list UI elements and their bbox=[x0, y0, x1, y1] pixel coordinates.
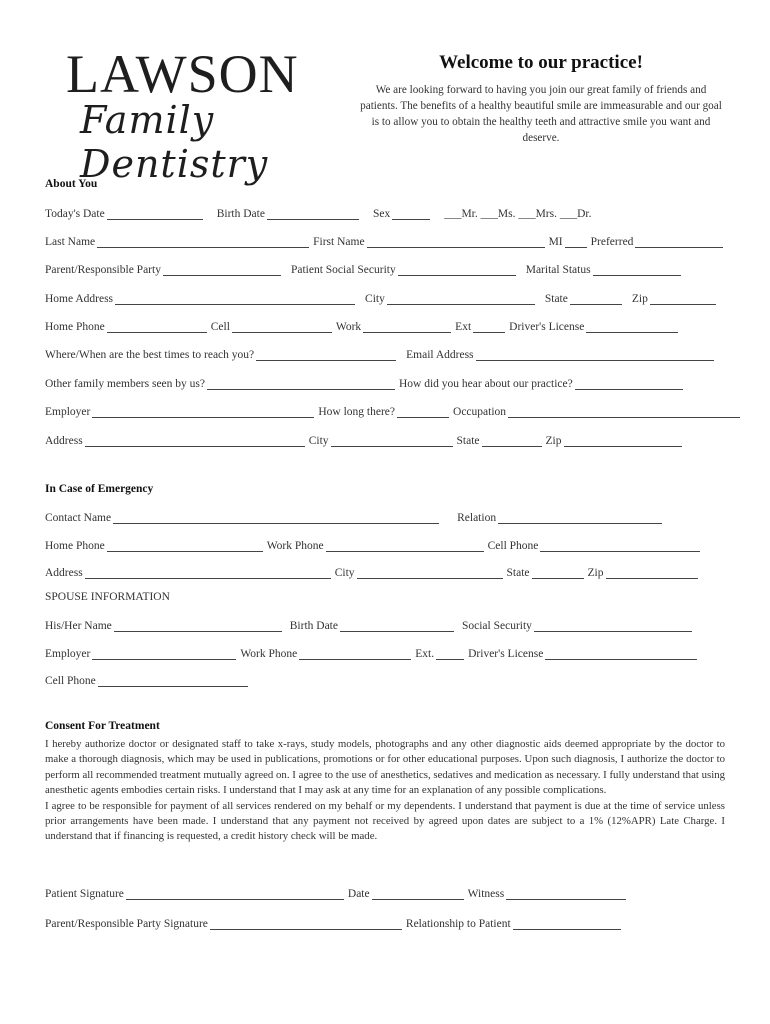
fill-in-line[interactable] bbox=[97, 235, 309, 248]
field-label: ___Mr. ___Ms. ___Mrs. ___Dr. bbox=[444, 208, 592, 220]
fill-in-line[interactable] bbox=[126, 887, 344, 900]
fill-in-line[interactable] bbox=[650, 292, 716, 305]
fill-in-line[interactable] bbox=[299, 647, 411, 660]
form-row bbox=[45, 320, 725, 333]
field-label: Marital Status bbox=[525, 264, 591, 276]
field-label: MI bbox=[548, 236, 563, 248]
field-work bbox=[336, 320, 451, 333]
field-city bbox=[309, 434, 453, 447]
form-row bbox=[45, 377, 725, 390]
field-label: Address bbox=[45, 435, 83, 447]
consent-text bbox=[45, 737, 725, 845]
field-cell bbox=[211, 320, 332, 333]
fill-in-line[interactable] bbox=[570, 292, 622, 305]
field-employer bbox=[45, 647, 236, 660]
field-label: How long there? bbox=[318, 406, 396, 418]
field-today-s-date bbox=[45, 207, 203, 220]
fill-in-line[interactable] bbox=[586, 320, 678, 333]
field-home-address bbox=[45, 292, 355, 305]
field-label: Social Security bbox=[461, 620, 532, 632]
field-label: State bbox=[544, 293, 568, 305]
fill-in-line[interactable] bbox=[476, 348, 714, 361]
fill-in-line[interactable] bbox=[545, 647, 697, 660]
field-label: Last Name bbox=[45, 236, 96, 248]
field-label: Other family members seen by us? bbox=[45, 378, 205, 390]
field-driver-s-license bbox=[509, 320, 678, 333]
field-label: Birth Date bbox=[289, 620, 338, 632]
field-work-phone bbox=[267, 539, 484, 552]
form-row bbox=[45, 647, 725, 660]
form-row bbox=[45, 292, 725, 305]
field-label: Employer bbox=[45, 648, 91, 660]
field-ext bbox=[455, 320, 505, 333]
form-row bbox=[45, 434, 725, 447]
field-email-address bbox=[406, 348, 713, 361]
fill-in-line[interactable] bbox=[163, 263, 281, 276]
fill-in-line[interactable] bbox=[534, 619, 692, 632]
fill-in-line[interactable] bbox=[210, 917, 402, 930]
form-row bbox=[45, 887, 725, 900]
field-label: Ext. bbox=[415, 648, 435, 660]
fill-in-line[interactable] bbox=[92, 405, 314, 418]
fill-in-line[interactable] bbox=[256, 348, 396, 361]
fill-in-line[interactable] bbox=[513, 917, 621, 930]
about-you-heading: About You bbox=[45, 178, 98, 190]
form-row bbox=[45, 348, 725, 361]
consent-paragraph-2: I agree to be responsible for payment of all services rendered on my behalf or my dependents. I understand that payment is due at the time of service unless prior arrangements have been made. I understand that any payment not received by agreed upon dates are subject to a 1% (12%APR) Late Charge. I understand that if financing is requested, a credit history check will be made. bbox=[45, 799, 725, 843]
field-label: Address bbox=[45, 567, 83, 579]
field-date bbox=[348, 887, 464, 900]
field-label: Driver's License bbox=[468, 648, 544, 660]
field-mi bbox=[549, 235, 587, 248]
fill-in-line[interactable] bbox=[92, 647, 236, 660]
field-relationship-to-patient bbox=[406, 917, 621, 930]
field-state bbox=[545, 292, 622, 305]
fill-in-line[interactable] bbox=[367, 235, 545, 248]
fill-in-line[interactable] bbox=[107, 207, 203, 220]
fill-in-line[interactable] bbox=[232, 320, 332, 333]
field-label: Parent/Responsible Party bbox=[45, 264, 161, 276]
field-address bbox=[45, 434, 305, 447]
field-label: Today's Date bbox=[45, 208, 105, 220]
fill-in-line[interactable] bbox=[107, 320, 207, 333]
field-label: How did you hear about our practice? bbox=[399, 378, 573, 390]
field-label: Zip bbox=[631, 293, 648, 305]
field-city bbox=[335, 566, 503, 579]
form-row bbox=[45, 619, 725, 632]
field-how-did-you-hear-about-our-practice bbox=[399, 377, 683, 390]
field-work-phone bbox=[240, 647, 411, 660]
field-label: City bbox=[334, 567, 355, 579]
form-row bbox=[45, 235, 725, 248]
field-contact-name bbox=[45, 511, 439, 524]
field-label: Patient Social Security bbox=[290, 264, 396, 276]
consent-paragraph-1: I hereby authorize doctor or designated staff to take x-rays, study models, photographs and any other diagnostic aids deemed appropriate by the doctor to make a thorough diagnosis, which may be used in publications, promotions or for other educational purposes. Upon such diagnosis, I authorize the doctor to perform all recommended treatment mutually agreed on. I agree to the use of anesthetics, sedatives and medication as necessary. I fully understand that using anesthetic agents embodies certain risks. I understand that I may ask at any time for an explanation of any possible complications. bbox=[45, 738, 725, 797]
field-label: City bbox=[365, 293, 385, 305]
field-zip bbox=[546, 434, 682, 447]
fill-in-line[interactable] bbox=[98, 674, 248, 687]
field-label: State bbox=[456, 435, 480, 447]
field-patient-signature bbox=[45, 887, 344, 900]
fill-in-line[interactable] bbox=[372, 887, 464, 900]
fill-in-line[interactable] bbox=[267, 207, 359, 220]
field-label: His/Her Name bbox=[45, 620, 112, 632]
field-label: Zip bbox=[587, 567, 604, 579]
field-occupation bbox=[453, 405, 740, 418]
logo-wordmark: LAWSON bbox=[66, 44, 299, 104]
fill-in-line[interactable] bbox=[387, 292, 535, 305]
field-label: Zip bbox=[545, 435, 562, 447]
fill-in-line[interactable] bbox=[107, 539, 263, 552]
field-driver-s-license bbox=[468, 647, 697, 660]
welcome-text: We are looking forward to having you join our great family of friends and patients. The benefits of a healthy beautiful smile are immeasurable and our goal is to allow you to obtain the healthy teeth and attractive smile you want and deserve. bbox=[360, 84, 722, 144]
fill-in-line[interactable] bbox=[114, 619, 282, 632]
field-mr-ms-mrs-dr bbox=[444, 207, 593, 220]
field-label: Work Phone bbox=[240, 648, 298, 660]
fill-in-line[interactable] bbox=[635, 235, 723, 248]
field-preferred bbox=[591, 235, 724, 248]
field-patient-social-security bbox=[291, 263, 516, 276]
spouse-heading: SPOUSE INFORMATION bbox=[45, 591, 170, 603]
field-sex bbox=[373, 207, 430, 220]
practice-logo bbox=[66, 44, 336, 186]
field-zip bbox=[632, 292, 716, 305]
field-label: Relation bbox=[457, 512, 497, 524]
fill-in-line[interactable] bbox=[363, 320, 451, 333]
field-his-her-name bbox=[45, 619, 282, 632]
field-label: Employer bbox=[45, 406, 91, 418]
fill-in-line[interactable] bbox=[508, 405, 740, 418]
form-row bbox=[45, 539, 725, 552]
field-home-phone bbox=[45, 320, 207, 333]
field-label: Occupation bbox=[453, 406, 507, 418]
form-row bbox=[45, 917, 725, 930]
field-cell-phone bbox=[45, 674, 248, 687]
fill-in-line[interactable] bbox=[482, 434, 542, 447]
form-row bbox=[45, 263, 725, 276]
fill-in-line[interactable] bbox=[115, 292, 355, 305]
field-birth-date bbox=[290, 619, 454, 632]
field-label: Birth Date bbox=[216, 208, 265, 220]
field-ext bbox=[415, 647, 464, 660]
emergency-heading: In Case of Emergency bbox=[45, 483, 154, 495]
form-row bbox=[45, 566, 725, 579]
fill-in-line[interactable] bbox=[207, 377, 395, 390]
fill-in-line[interactable] bbox=[436, 647, 464, 660]
fill-in-line[interactable] bbox=[565, 235, 587, 248]
form-row bbox=[45, 207, 725, 220]
field-address bbox=[45, 566, 331, 579]
fill-in-line[interactable] bbox=[593, 263, 681, 276]
fill-in-line[interactable] bbox=[606, 566, 698, 579]
field-first-name bbox=[313, 235, 544, 248]
field-birth-date bbox=[217, 207, 359, 220]
field-marital-status bbox=[526, 263, 681, 276]
fill-in-line[interactable] bbox=[498, 511, 662, 524]
field-label: Home Address bbox=[45, 293, 114, 305]
field-home-phone bbox=[45, 539, 263, 552]
field-label: Sex bbox=[372, 208, 391, 220]
welcome-title: Welcome to our practice! bbox=[439, 52, 643, 73]
fill-in-line[interactable] bbox=[331, 434, 453, 447]
consent-heading: Consent For Treatment bbox=[45, 720, 160, 732]
fill-in-line[interactable] bbox=[113, 511, 439, 524]
field-label: Where/When are the best times to reach you? bbox=[45, 349, 255, 361]
field-parent-responsible-party-signature bbox=[45, 917, 402, 930]
field-witness bbox=[468, 887, 627, 900]
field-state bbox=[507, 566, 584, 579]
field-other-family-members-seen-by-us bbox=[45, 377, 395, 390]
field-label: Cell Phone bbox=[487, 540, 539, 552]
field-label: Cell bbox=[210, 321, 230, 333]
field-label: Driver's License bbox=[509, 321, 585, 333]
field-label: Relationship to Patient bbox=[405, 918, 511, 930]
field-label: State bbox=[506, 567, 530, 579]
field-state bbox=[457, 434, 542, 447]
fill-in-line[interactable] bbox=[532, 566, 584, 579]
logo-script: Family Dentistry bbox=[80, 98, 269, 186]
field-label: Parent/Responsible Party Signature bbox=[45, 918, 208, 930]
field-how-long-there bbox=[318, 405, 449, 418]
field-social-security bbox=[462, 619, 692, 632]
form-row bbox=[45, 405, 725, 418]
fill-in-line[interactable] bbox=[85, 434, 305, 447]
field-relation bbox=[457, 511, 662, 524]
fill-in-line[interactable] bbox=[326, 539, 484, 552]
field-last-name bbox=[45, 235, 309, 248]
fill-in-line[interactable] bbox=[340, 619, 454, 632]
field-where-when-are-the-best-times-to-reach-you bbox=[45, 348, 396, 361]
form-row bbox=[45, 511, 725, 524]
fill-in-line[interactable] bbox=[85, 566, 331, 579]
field-city bbox=[365, 292, 535, 305]
fill-in-line[interactable] bbox=[398, 263, 516, 276]
field-label: Date bbox=[347, 888, 370, 900]
field-parent-responsible-party bbox=[45, 263, 281, 276]
welcome-block bbox=[356, 52, 726, 146]
fill-in-line[interactable] bbox=[392, 207, 430, 220]
field-cell-phone bbox=[488, 539, 701, 552]
field-label: First Name bbox=[313, 236, 365, 248]
field-label: Home Phone bbox=[45, 321, 105, 333]
fill-in-line[interactable] bbox=[506, 887, 626, 900]
form-row bbox=[45, 674, 725, 687]
fill-in-line[interactable] bbox=[575, 377, 683, 390]
fill-in-line[interactable] bbox=[564, 434, 682, 447]
field-label: Contact Name bbox=[45, 512, 112, 524]
fill-in-line[interactable] bbox=[357, 566, 503, 579]
field-zip bbox=[588, 566, 698, 579]
field-label: Home Phone bbox=[45, 540, 105, 552]
field-label: Email Address bbox=[406, 349, 474, 361]
fill-in-line[interactable] bbox=[473, 320, 505, 333]
field-employer bbox=[45, 405, 314, 418]
field-label: Ext bbox=[455, 321, 472, 333]
field-label: Work bbox=[335, 321, 362, 333]
field-label: Patient Signature bbox=[45, 888, 124, 900]
fill-in-line[interactable] bbox=[397, 405, 449, 418]
field-label: Cell Phone bbox=[45, 675, 96, 687]
fill-in-line[interactable] bbox=[540, 539, 700, 552]
field-label: City bbox=[308, 435, 329, 447]
field-label: Witness bbox=[467, 888, 505, 900]
field-label: Work Phone bbox=[266, 540, 324, 552]
field-label: Preferred bbox=[590, 236, 634, 248]
